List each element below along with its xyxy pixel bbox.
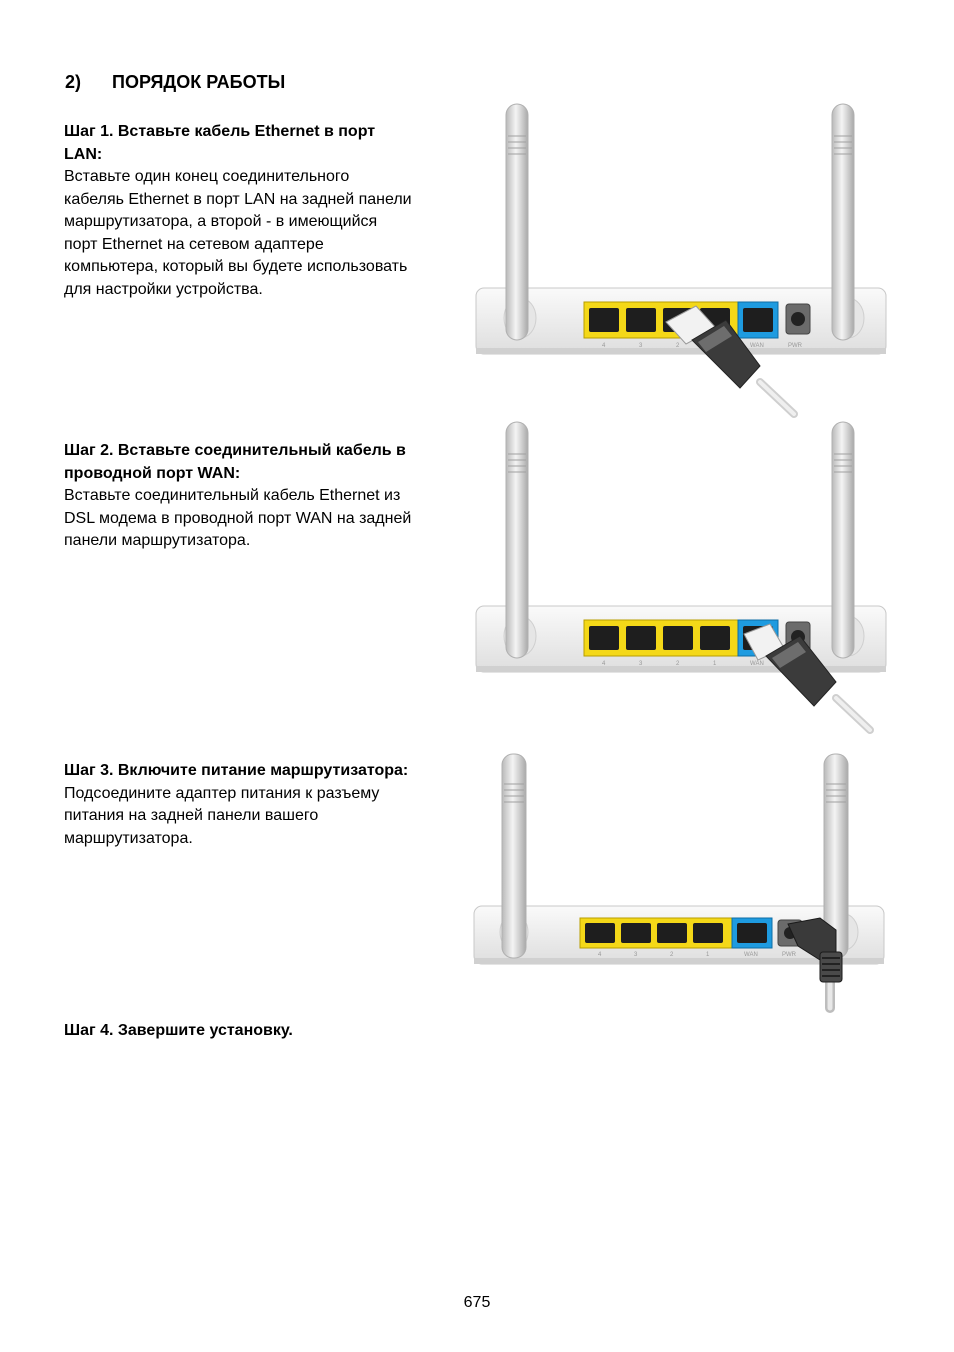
svg-text:3: 3: [639, 661, 643, 667]
wan-port: [737, 923, 767, 943]
svg-text:WAN: WAN: [744, 952, 758, 958]
step-2-title: Шаг 2. Вставьте соединительный кабель в проводной порт WAN:: [64, 442, 406, 482]
step-1-title: Шаг 1. Вставьте кабель Ethernet в порт LAN:: [64, 123, 376, 163]
lan-port: [585, 923, 615, 943]
svg-text:4: 4: [602, 661, 606, 667]
section-title: ПОРЯДОК РАБОТЫ: [112, 72, 286, 92]
svg-text:PWR: PWR: [782, 952, 796, 958]
lan-port: [589, 626, 619, 650]
svg-text:4: 4: [602, 343, 606, 349]
step-2-body: Вставьте соединительный кабель Ethernet из DSL модема в проводной порт WAN на задней панели маршрутизатора.: [64, 487, 412, 549]
svg-text:1: 1: [713, 661, 717, 667]
section-heading: [65, 72, 285, 93]
lan-port: [621, 923, 651, 943]
svg-text:3: 3: [634, 952, 638, 958]
step-4-title: Шаг 4. Завершите установку.: [64, 1022, 293, 1039]
svg-text:1: 1: [706, 952, 710, 958]
svg-text:2: 2: [670, 952, 674, 958]
lan-port: [626, 626, 656, 650]
page-number: 675: [463, 1294, 491, 1311]
section-number: 2): [65, 72, 82, 92]
svg-text:WAN: WAN: [750, 661, 764, 667]
step-1: [64, 121, 464, 301]
svg-text:WAN: WAN: [750, 343, 764, 349]
svg-text:4: 4: [598, 952, 602, 958]
step-3-body: Подсоедините адаптер питания к разъему питания на задней панели вашего маршрутизатора.: [64, 784, 380, 847]
svg-text:2: 2: [676, 343, 680, 349]
lan-port: [700, 626, 730, 650]
lan-port: [693, 923, 723, 943]
lan-port: [626, 308, 656, 332]
wan-port: [743, 308, 773, 332]
router-illustration-lan: [470, 96, 890, 426]
router-illustration-wan: [470, 416, 890, 746]
step-4: [64, 1020, 464, 1043]
router-illustration-power: [470, 746, 890, 1016]
step-2: [64, 440, 464, 553]
lan-port: [663, 626, 693, 650]
svg-text:3: 3: [639, 343, 643, 349]
lan-port: [589, 308, 619, 332]
svg-text:2: 2: [676, 661, 680, 667]
lan-port: [657, 923, 687, 943]
svg-text:PWR: PWR: [788, 343, 802, 349]
step-1-body: Вставьте один конец соединительного кабеляь Ethernet в порт LAN на задней панели маршрутизатора, а второй - в имеющийся порт Ethernet на сетевом адаптере компьютера, который вы будете использовать для настройки устройства.: [64, 168, 412, 298]
step-3: [64, 760, 464, 850]
step-3-title: Шаг 3. Включите питание маршрутизатора:: [64, 762, 409, 779]
